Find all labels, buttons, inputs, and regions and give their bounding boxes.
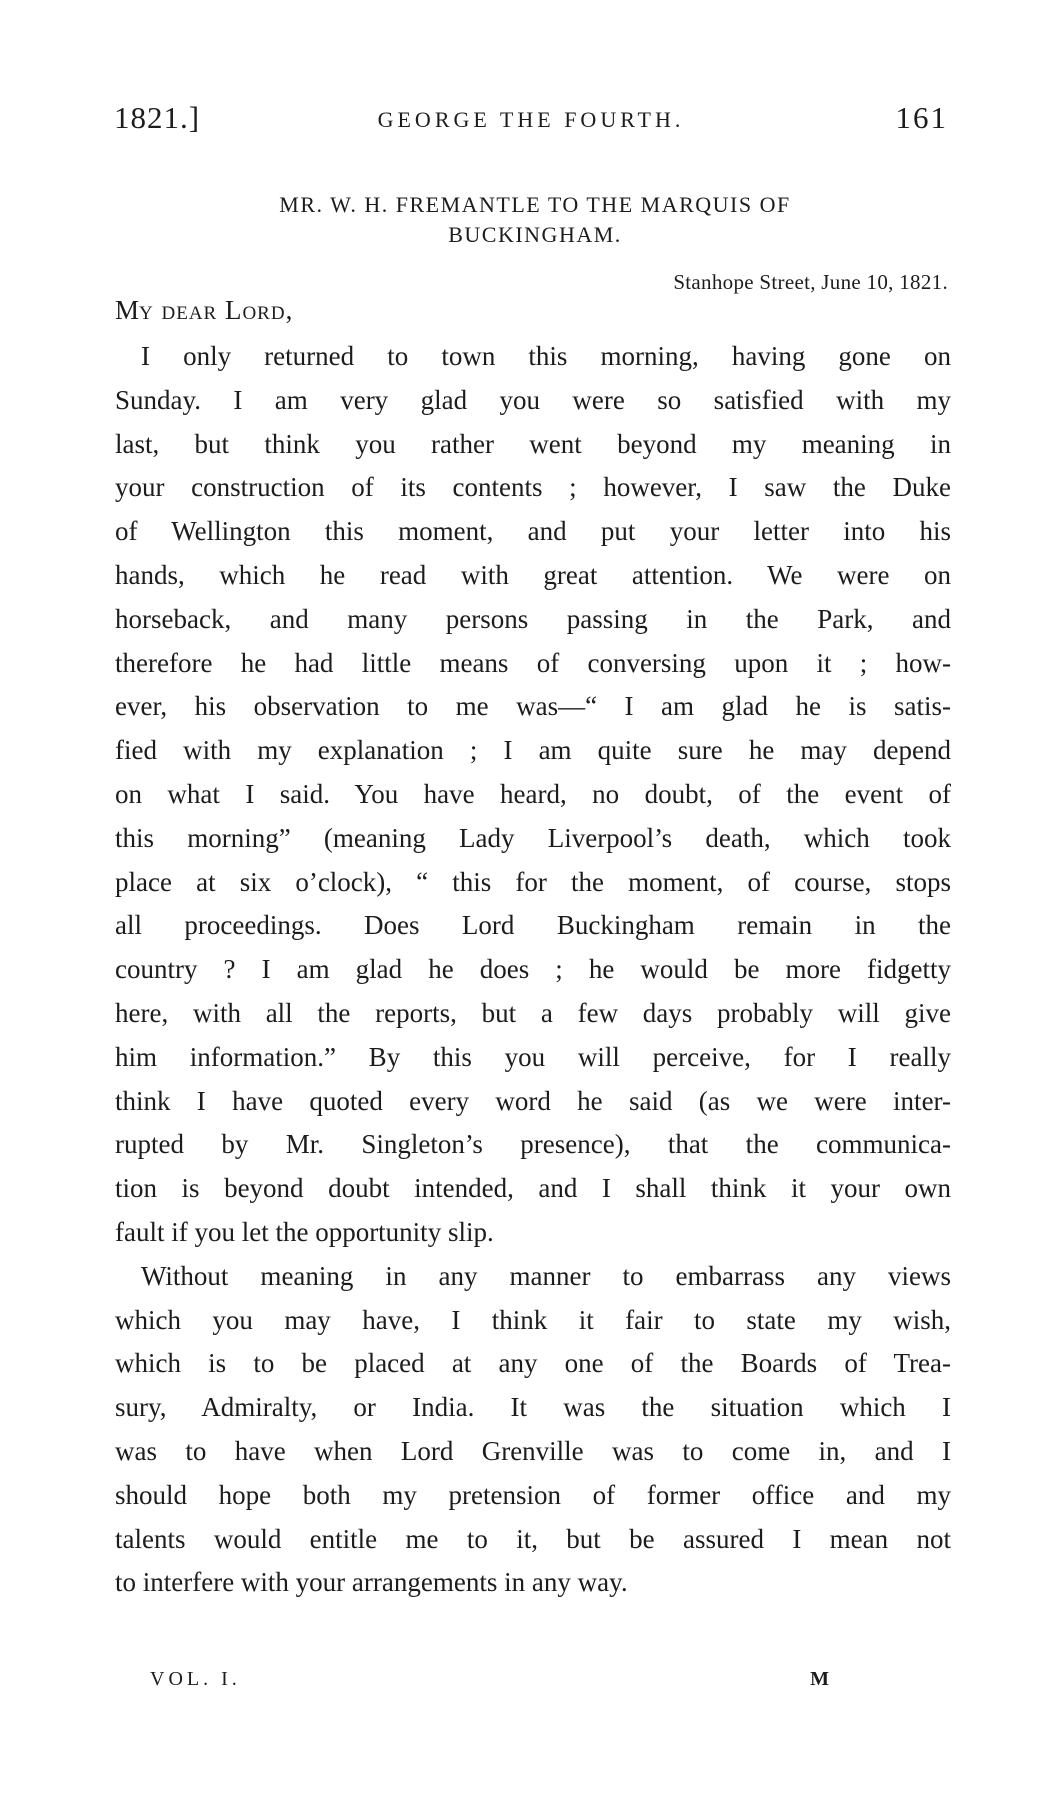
text-line: place at six o’clock), “ this for the moment, of course, stops (115, 866, 951, 897)
text-line: last, but think you rather went beyond my meaning in (115, 428, 951, 459)
text-line: on what I said. You have heard, no doubt, of the event of (115, 778, 951, 809)
page-number: 161 (895, 100, 948, 135)
text-line: all proceedings. Does Lord Buckingham remain in the (115, 910, 951, 941)
letter-salutation (115, 295, 293, 326)
text-line: which you may have, I think it fair to state my wish, (115, 1304, 951, 1335)
text-line: I only returned to town this morning, having gone on (141, 341, 951, 371)
text-line: talents would entitle me to it, but be assured I mean not (115, 1523, 951, 1554)
text-line: this morning” (meaning Lady Liverpool’s death, which took (115, 822, 951, 853)
text-line: country ? I am glad he does ; he would be more fidgetty (115, 954, 951, 985)
text-line: of Wellington this moment, and put your letter into his (115, 516, 951, 547)
salutation-rest: y dear Lord, (139, 295, 294, 325)
text-line: to interfere with your arrangements in any way. (115, 1567, 628, 1598)
paragraph-1 (115, 335, 951, 1255)
letter-heading (150, 190, 920, 250)
salutation-initial: M (115, 295, 140, 325)
text-line: was to have when Lord Grenville was to come in, and I (115, 1435, 951, 1466)
page-footer (150, 1668, 830, 1704)
text-line: fied with my explanation ; I am quite sure he may depend (115, 735, 951, 766)
text-line: which is to be placed at any one of the Boards of Trea- (115, 1348, 951, 1379)
text-line: Without meaning in any manner to embarrass any views (141, 1260, 951, 1291)
letter-heading-line-1: MR. W. H. FREMANTLE TO THE MARQUIS OF (279, 192, 791, 217)
text-line: rupted by Mr. Singleton’s presence), that the communica- (115, 1129, 951, 1160)
text-line: him information.” By this you will perceive, for I really (115, 1041, 951, 1072)
text-line: Sunday. I am very glad you were so satisfied with my (115, 384, 951, 415)
text-line: horseback, and many persons passing in the Park, and (115, 603, 951, 634)
letter-heading-line-2: BUCKINGHAM. (448, 222, 622, 247)
letter-dateline: Stanhope Street, June 10, 1821. (673, 270, 948, 294)
text-line: fault if you let the opportunity slip. (115, 1216, 494, 1247)
text-line: think I have quoted every word he said (as we were inter- (115, 1085, 951, 1116)
paragraph-2 (115, 1255, 951, 1605)
footer-signature-mark: M (810, 1668, 830, 1690)
running-head-year: 1821.] (114, 100, 201, 135)
text-line: your construction of its contents ; however, I saw the Duke (115, 472, 951, 503)
text-line: tion is beyond doubt intended, and I shall think it your own (115, 1173, 951, 1204)
text-line: sury, Admiralty, or India. It was the situation which I (115, 1392, 951, 1423)
running-head (114, 100, 948, 140)
letter-body (115, 335, 951, 1605)
text-line: here, with all the reports, but a few days probably will give (115, 997, 951, 1028)
text-line: should hope both my pretension of former office and my (115, 1479, 951, 1510)
text-line: ever, his observation to me was—“ I am glad he is satis- (115, 691, 951, 722)
footer-volume: VOL. I. (150, 1668, 241, 1690)
text-line: hands, which he read with great attention. We were on (115, 559, 951, 590)
running-head-title: GEORGE THE FOURTH. (377, 107, 685, 132)
text-line: therefore he had little means of conversing upon it ; how- (115, 647, 951, 678)
